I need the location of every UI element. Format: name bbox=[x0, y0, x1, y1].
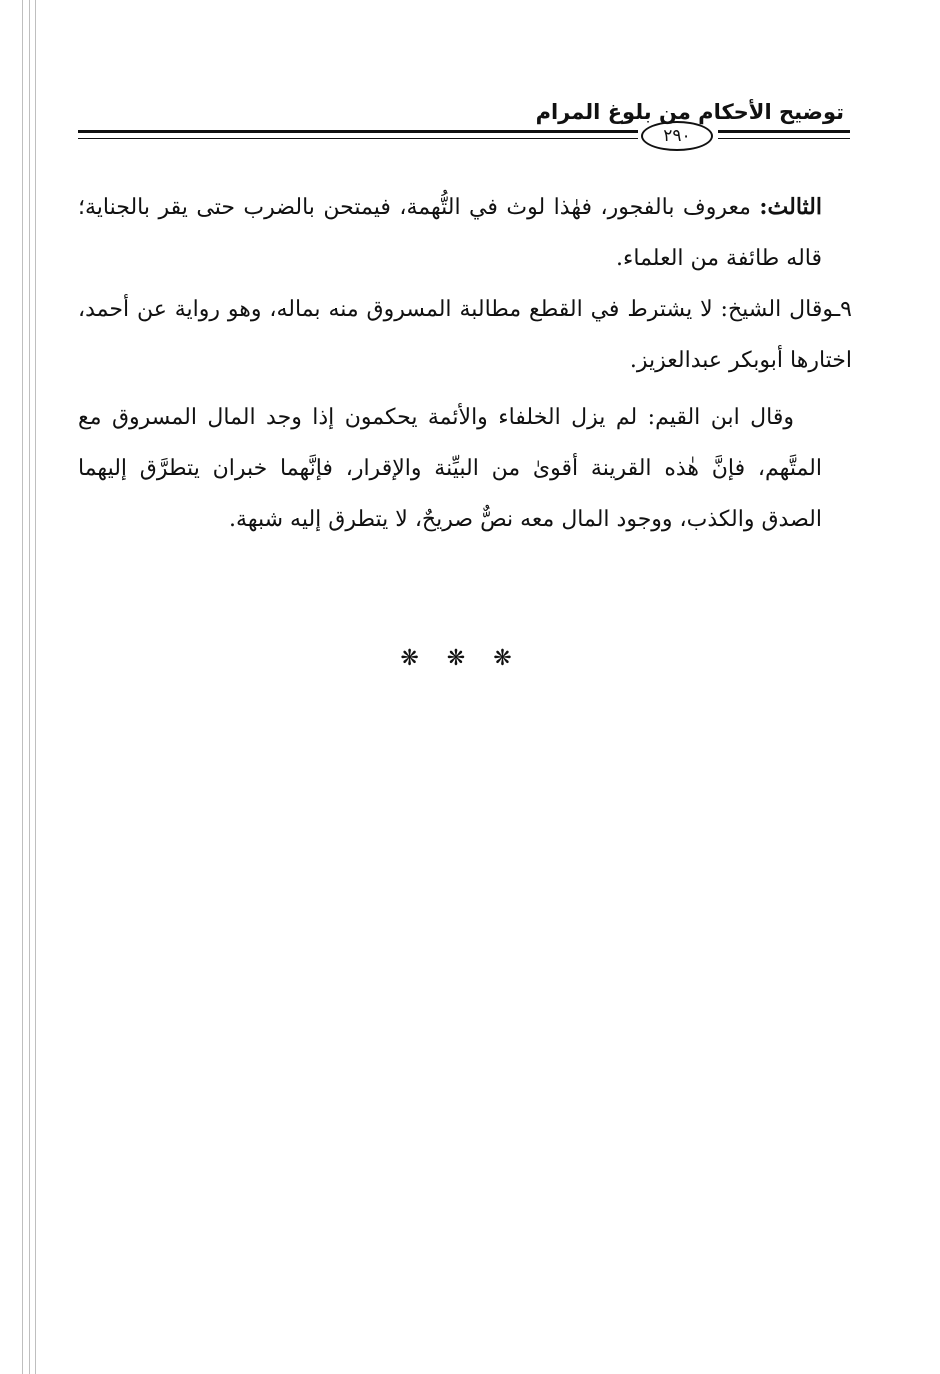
page-body bbox=[78, 182, 852, 545]
book-title: توضيح الأحكام من بلوغ المرام bbox=[535, 100, 844, 124]
paragraph-numbered-nine bbox=[78, 284, 852, 386]
scan-edge-line bbox=[29, 0, 30, 1374]
paragraph-text: وقال الشيخ: لا يشترط في القطع مطالبة المسروق منه بماله، وهو رواية عن أحمد، اختارها أبوبكر عبدالعزيز. bbox=[78, 297, 852, 373]
header-rule-right bbox=[718, 130, 850, 139]
paragraph-ibn-alqayyim bbox=[78, 392, 822, 545]
paragraph-third bbox=[78, 182, 822, 284]
section-separator: ❋❋❋ bbox=[400, 646, 540, 671]
scan-edge-line bbox=[22, 0, 23, 1374]
header-rule-left bbox=[78, 130, 638, 139]
paragraph-text: وقال ابن القيم: لم يزل الخلفاء والأئمة يحكمون إذا وجد المال المسروق مع المتَّهم، فإنَّ هٰذه القرينة أقوىٰ من البيِّنة والإقرار، فإنَّهما خبران يتطرَّق إليهما الصدق والكذب، ووجود المال معه نصٌّ صريحٌ، لا يتطرق إليه شبهة. bbox=[78, 405, 822, 532]
page-number: ٢٩٠ bbox=[641, 121, 713, 151]
paragraph-text: معروف بالفجور، فهٰذا لوث في التُّهمة، فيمتحن بالضرب حتى يقر بالجناية؛ قاله طائفة من العلماء. bbox=[78, 195, 822, 271]
scan-edge-line bbox=[35, 0, 36, 1374]
paragraph-label: الثالث: bbox=[759, 194, 822, 220]
running-header bbox=[78, 96, 850, 166]
item-number: ٩ـ bbox=[833, 297, 852, 322]
